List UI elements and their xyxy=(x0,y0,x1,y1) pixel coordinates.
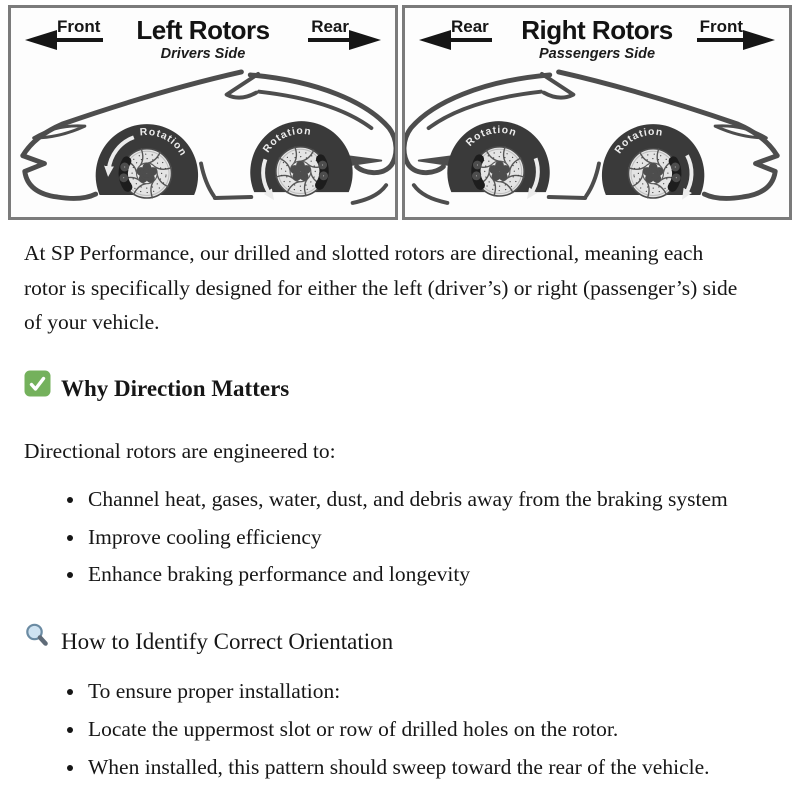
list-item: • Channel heat, gases, water, dust, and debris away from the braking system xyxy=(86,482,736,517)
rear-rotation-label: Rotation xyxy=(261,125,313,155)
list-item: • To ensure proper installation: xyxy=(86,674,736,709)
benefits-list xyxy=(24,482,774,592)
left-rotors-panel xyxy=(8,5,398,220)
panel-subtitle: Drivers Side xyxy=(160,46,246,62)
panel-title: Left Rotors xyxy=(136,15,270,45)
intro-paragraph: At SP Performance, our drilled and slotted rotors are directional, meaning each rotor is specifically designed for either the left (driver’s) or right (passenger’s) side of your vehicle. xyxy=(24,240,738,335)
section-heading-text: How to Identify Correct Orientation xyxy=(61,629,394,655)
front-direction-label xyxy=(25,18,103,42)
rotor-direction-diagram xyxy=(8,5,792,220)
orientation-steps-list xyxy=(24,674,774,784)
arrow-right-icon xyxy=(349,30,381,50)
right-car-illustration xyxy=(405,69,789,217)
rear-direction-label xyxy=(419,18,492,42)
direction-text: Front xyxy=(697,18,746,42)
list-item: • Enhance braking performance and longevity xyxy=(86,557,736,592)
direction-text: Front xyxy=(54,18,103,42)
section-heading-text: Why Direction Matters xyxy=(61,376,290,402)
list-item: • Locate the uppermost slot or row of drilled holes on the rotor. xyxy=(86,712,736,747)
left-panel-header xyxy=(11,8,395,69)
rear-direction-label xyxy=(308,18,381,42)
front-rotation-label: Rotation xyxy=(139,126,189,159)
right-panel-header xyxy=(405,8,789,69)
left-car-illustration xyxy=(11,69,395,217)
front-rotation-label: Rotation xyxy=(613,126,664,156)
article-body xyxy=(0,236,800,785)
list-item: • Improve cooling efficiency xyxy=(86,520,736,555)
lead-paragraph: Directional rotors are engineered to: xyxy=(24,439,336,463)
panel-title: Right Rotors xyxy=(521,15,673,45)
direction-text: Rear xyxy=(448,18,492,42)
section-heading-identify-orientation xyxy=(24,622,774,661)
arrow-left-icon xyxy=(419,30,451,50)
right-rotors-panel xyxy=(402,5,792,220)
arrow-right-icon xyxy=(743,30,775,50)
rear-rotation-label: Rotation xyxy=(464,124,519,149)
list-item: • When installed, this pattern should sweep toward the rear of the vehicle. xyxy=(86,750,736,785)
direction-text: Rear xyxy=(308,18,352,42)
panel-subtitle: Passengers Side xyxy=(538,46,656,62)
section-heading-direction-matters xyxy=(24,370,774,408)
check-icon xyxy=(24,370,51,408)
arrow-left-icon xyxy=(25,30,57,50)
front-direction-label xyxy=(697,18,775,42)
magnifier-icon xyxy=(24,622,51,661)
